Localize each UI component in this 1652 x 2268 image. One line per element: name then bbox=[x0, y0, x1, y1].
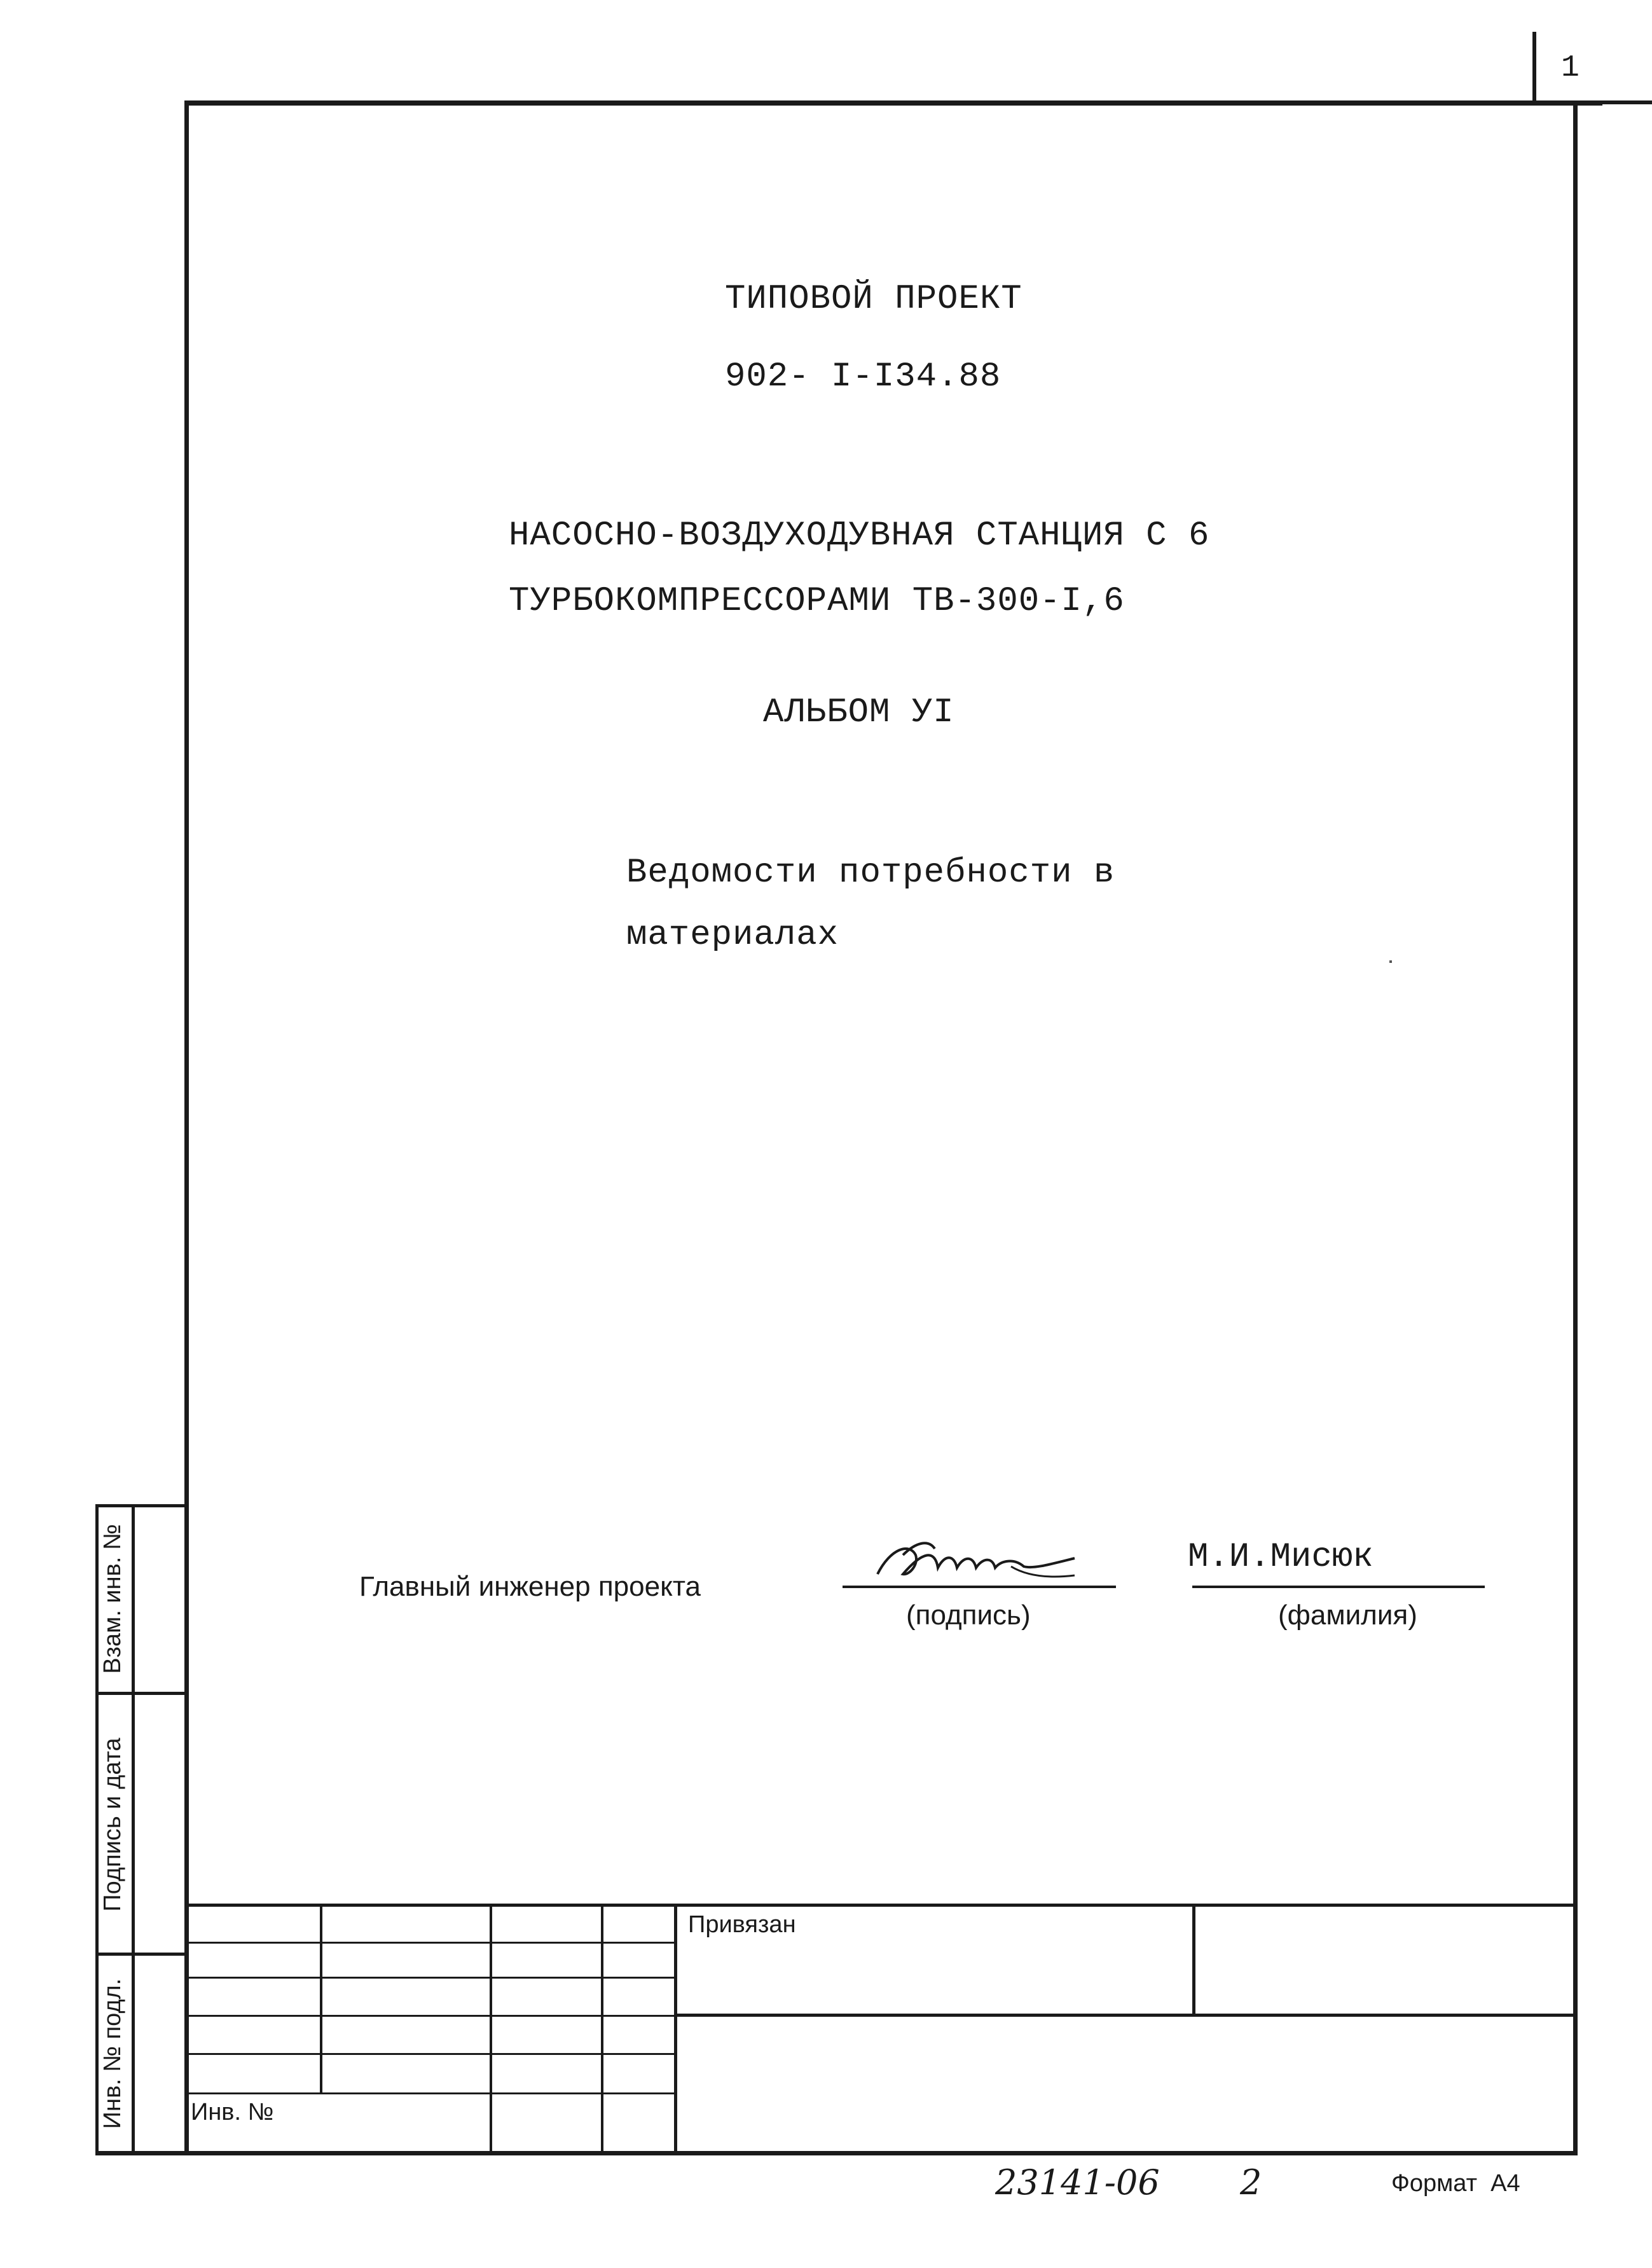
chief-engineer-label: Главный инженер проекта bbox=[359, 1571, 701, 1602]
title-line-1: ТИПОВОЙ ПРОЕКТ bbox=[725, 280, 1022, 319]
frame-bottom bbox=[95, 2151, 1578, 2155]
stamp-privyazan-label: Привязан bbox=[688, 1911, 796, 1938]
stamp-inv-no-label: Инв. № bbox=[191, 2099, 274, 2126]
stamp-right-section-divider bbox=[674, 2014, 1577, 2017]
frame-top-extension bbox=[1532, 100, 1652, 104]
side-label-vzam-inv: Взам. инв. № bbox=[99, 1524, 126, 1674]
side-label-inv-podl: Инв. № подл. bbox=[99, 1978, 126, 2129]
engineer-name: М.И.Мисюк bbox=[1188, 1538, 1373, 1577]
stamp-col-5 bbox=[1192, 1904, 1195, 2015]
stamp-row-5 bbox=[184, 2092, 675, 2094]
name-underline bbox=[1192, 1586, 1485, 1588]
stamp-row-1 bbox=[184, 1942, 675, 1944]
page-number: 2 bbox=[1240, 2162, 1262, 2202]
title-line-7: материалах bbox=[626, 916, 839, 955]
title-line-4: ТУРБОКОМПРЕССОРАМИ ТВ-300-I,6 bbox=[509, 582, 1125, 621]
sheet-number: 1 bbox=[1561, 51, 1580, 85]
title-line-6: Ведомости потребности в bbox=[626, 854, 1115, 892]
frame-left bbox=[184, 100, 189, 2155]
stamp-col-1 bbox=[320, 1904, 322, 2094]
frame-right bbox=[1573, 100, 1578, 2155]
side-stamp-outer-left bbox=[95, 1504, 99, 2154]
signature-underline bbox=[843, 1586, 1116, 1588]
stamp-top bbox=[184, 1904, 1577, 1907]
stamp-row-3 bbox=[184, 2015, 675, 2017]
signature-caption: (подпись) bbox=[906, 1600, 1031, 1631]
side-label-podpis-data: Подпись и дата bbox=[99, 1738, 126, 1912]
signature-graphic bbox=[865, 1530, 1094, 1600]
title-line-3: НАСОСНО-ВОЗДУХОДУВНАЯ СТАНЦИЯ С 6 bbox=[509, 516, 1210, 555]
frame-top bbox=[184, 100, 1602, 106]
format-label: Формат А4 bbox=[1391, 2170, 1520, 2197]
speck bbox=[1389, 960, 1392, 963]
name-caption: (фамилия) bbox=[1278, 1600, 1417, 1631]
title-line-5: АЛЬБОМ УI bbox=[763, 693, 954, 732]
title-line-2: 902- I-I34.88 bbox=[725, 357, 1002, 396]
stamp-row-4 bbox=[184, 2053, 675, 2055]
side-stamp-inner-divider bbox=[132, 1504, 135, 2154]
sheet-marker-line bbox=[1532, 32, 1536, 102]
stamp-row-2 bbox=[184, 1977, 675, 1979]
doc-number: 23141-06 bbox=[995, 2162, 1160, 2202]
